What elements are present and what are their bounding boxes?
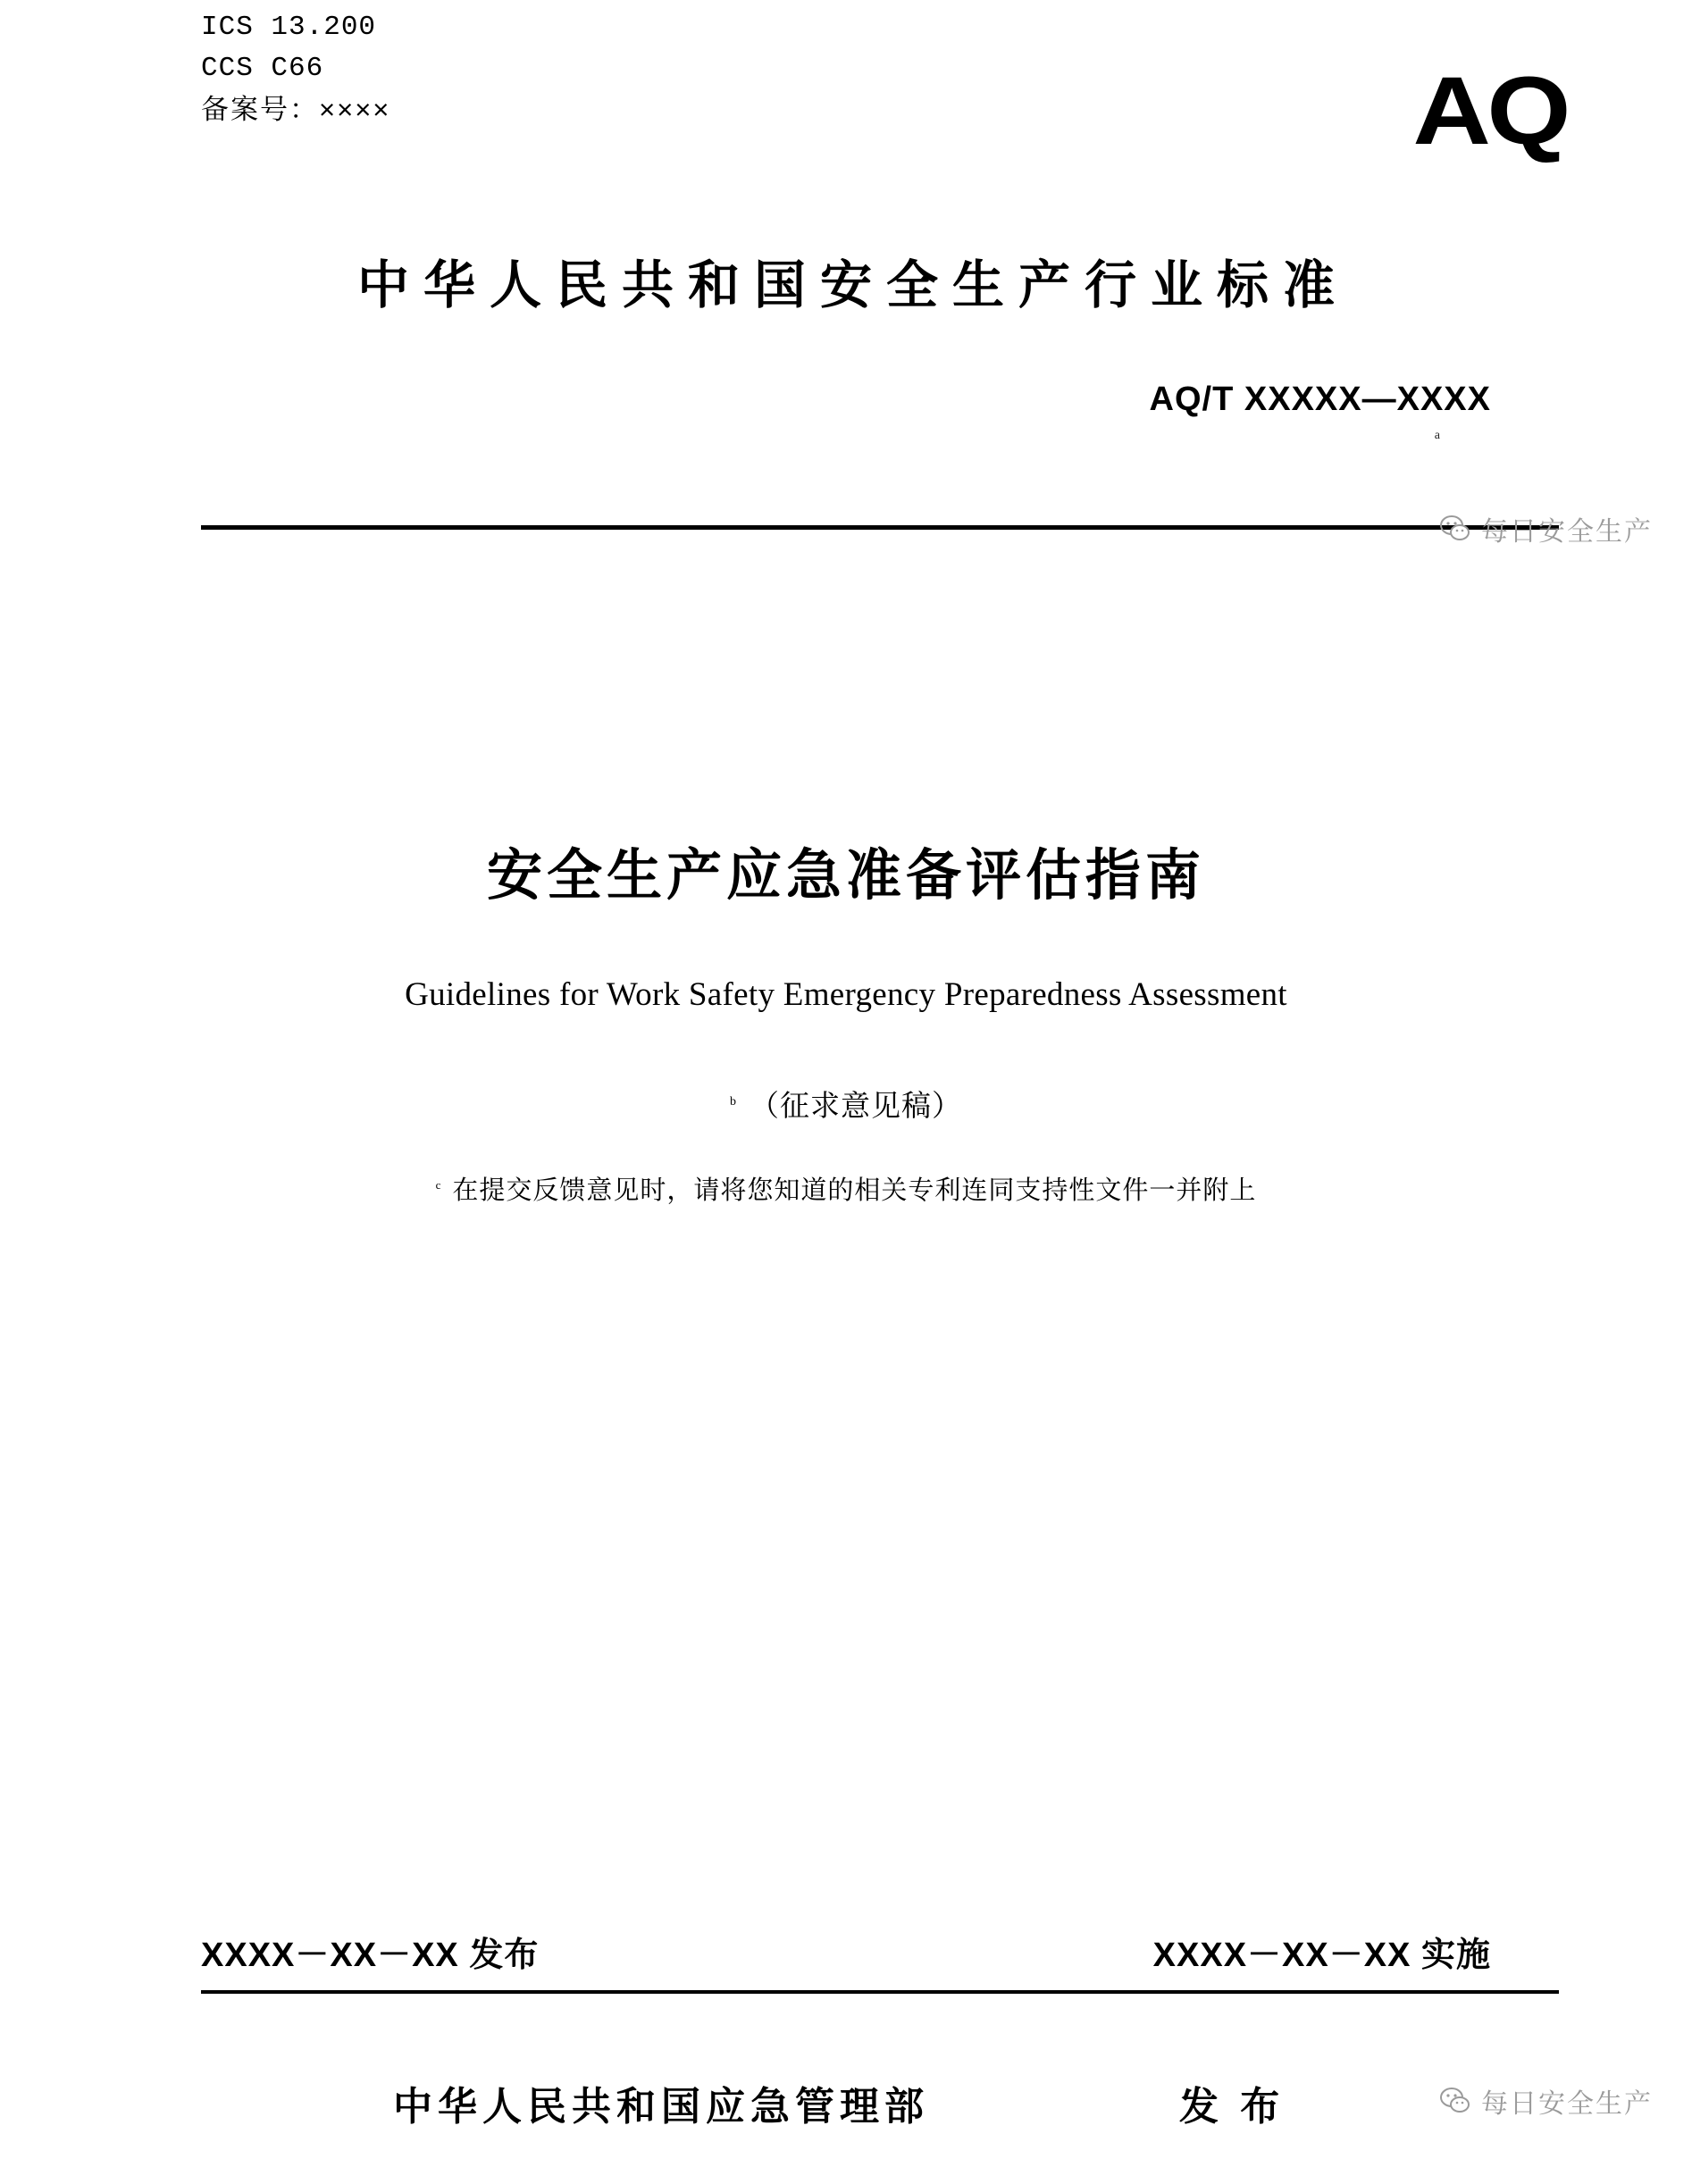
draft-status-label: （征求意见稿） — [750, 1091, 962, 1123]
patent-note — [0, 1170, 1692, 1207]
standard-number: AQ/T XXXXX—XXXX — [1149, 381, 1491, 418]
record-number: 备案号：×××× — [201, 94, 391, 125]
patent-note-label: 在提交反馈意见时，请将您知道的相关专利连同支持性文件一并附上 — [452, 1176, 1257, 1205]
page-title-english: Guidelines for Work Safety Emergency Preparedness Assessment — [405, 976, 1287, 1013]
effective-date: XXXX－XX－XX 实施 — [1152, 1937, 1491, 1974]
watermark-label: 每日安全生产 — [1481, 517, 1653, 547]
wechat-icon — [1440, 514, 1470, 544]
footnote-marker-b: b — [730, 1095, 737, 1109]
page-title: 安全生产应急准备评估指南 — [486, 845, 1205, 907]
header-divider-rule — [201, 525, 1559, 530]
ccs-code: CCS C66 — [201, 53, 324, 84]
issuing-verb: 发 布 — [1179, 2085, 1286, 2129]
watermark-bottom — [1440, 2081, 1653, 2121]
standard-category-title: 中华人民共和国安全生产行业标准 — [356, 256, 1349, 314]
issue-date: XXXX－XX－XX 发布 — [201, 1937, 540, 1974]
wechat-icon — [1440, 2086, 1470, 2116]
watermark-top — [1440, 509, 1653, 548]
ics-code: ICS 13.200 — [201, 12, 377, 43]
footnote-marker-a: a — [1434, 429, 1440, 442]
footer-divider-rule — [201, 1990, 1559, 1994]
issuing-authority: 中华人民共和国应急管理部 — [393, 2085, 929, 2129]
standard-classification-block — [201, 7, 390, 130]
footnote-marker-c: c — [435, 1178, 442, 1192]
aq-logo: AQ — [1412, 56, 1567, 164]
watermark-label: 每日安全生产 — [1481, 2089, 1653, 2119]
draft-status — [0, 1083, 1692, 1125]
